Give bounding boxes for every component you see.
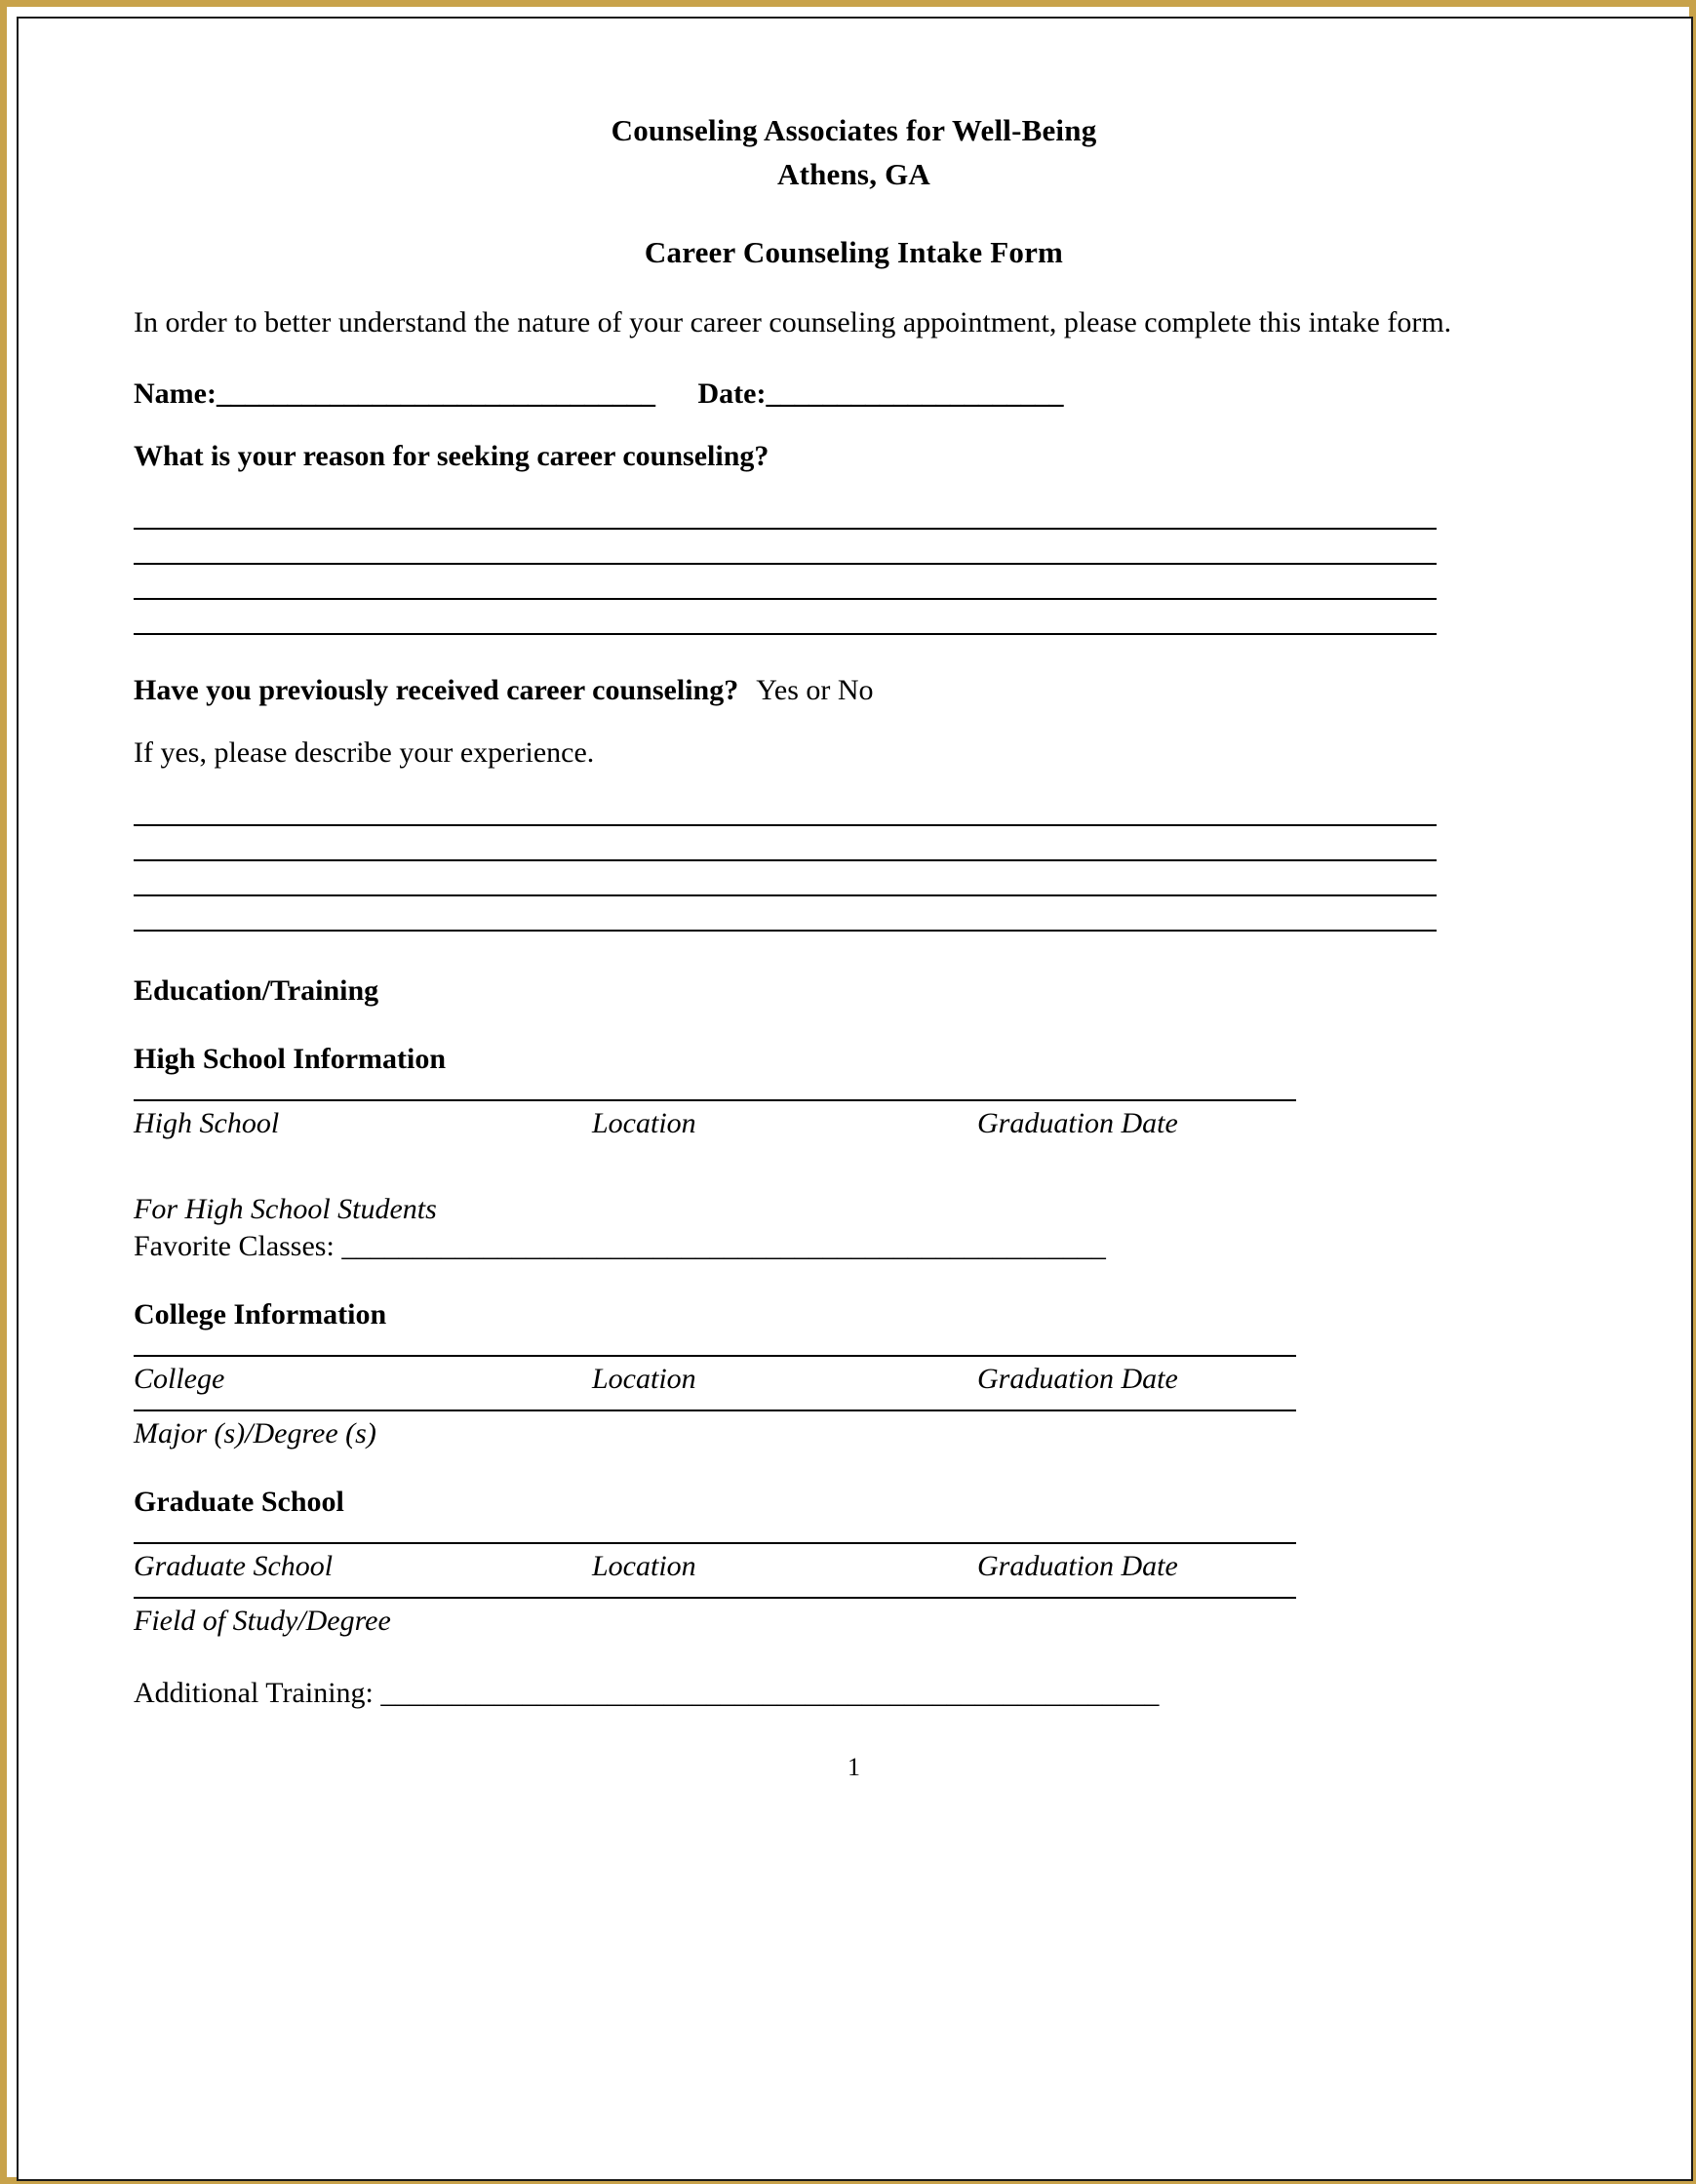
for-high-school-students-label: For High School Students (134, 1193, 437, 1225)
answer-line[interactable] (134, 861, 1437, 896)
subsection-college: College Information (134, 1298, 387, 1330)
column-label-location: Location (592, 1363, 696, 1395)
additional-training-label: Additional Training: (134, 1677, 374, 1709)
answer-line[interactable] (134, 530, 1437, 565)
name-label: Name: (134, 377, 217, 410)
organization-location: Athens, GA (776, 157, 930, 191)
column-label-college: College (134, 1363, 225, 1395)
yes-or-no-option[interactable]: Yes or No (756, 674, 874, 706)
question-reason-label: What is your reason for seeking career counseling? (134, 440, 769, 472)
subsection-high-school: High School Information (134, 1043, 447, 1075)
document-header (134, 108, 1574, 196)
intro-paragraph: In order to better understand the nature of your career counseling appointment, please complete this intake form. (134, 306, 1452, 338)
favorite-classes-input-blank[interactable]: ______________________________________________________ (341, 1230, 1106, 1262)
college-column-labels (134, 1363, 1574, 1410)
column-label-graduation-date: Graduation Date (977, 1107, 1178, 1139)
favorite-classes-label: Favorite Classes: (134, 1230, 335, 1262)
additional-training-input-blank[interactable]: _______________________________________________________ (380, 1677, 1159, 1709)
college-major-input-line[interactable] (134, 1410, 1296, 1411)
answer-line[interactable] (134, 565, 1437, 600)
organization-name: Counseling Associates for Well-Being (611, 113, 1097, 147)
column-label-graduate-school: Graduate School (134, 1550, 334, 1582)
college-entry[interactable] (134, 1355, 1574, 1450)
college-input-line[interactable] (134, 1355, 1296, 1357)
favorite-classes-row (134, 1230, 1574, 1263)
additional-training-row (134, 1677, 1574, 1710)
column-label-location: Location (592, 1550, 696, 1582)
answer-line[interactable] (134, 600, 1437, 635)
column-label-location: Location (592, 1107, 696, 1139)
date-label: Date: (697, 377, 767, 410)
question-previous-counseling (134, 674, 1574, 707)
answer-lines-reason[interactable] (134, 495, 1574, 635)
date-input-blank[interactable]: _____________________ (766, 377, 1063, 410)
page-inner-border (17, 17, 1693, 2181)
column-label-graduation-date: Graduation Date (977, 1363, 1178, 1395)
high-school-column-labels (134, 1107, 1574, 1154)
name-date-row (134, 377, 1574, 411)
answer-line[interactable] (134, 826, 1437, 861)
high-school-entry[interactable] (134, 1099, 1574, 1154)
high-school-input-line[interactable] (134, 1099, 1296, 1101)
answer-line[interactable] (134, 896, 1437, 932)
answer-line[interactable] (134, 791, 1437, 826)
page-number: 1 (848, 1753, 860, 1781)
college-major-label: Major (s)/Degree (s) (134, 1417, 376, 1449)
name-input-blank[interactable]: _______________________________ (216, 377, 655, 410)
subsection-graduate-school: Graduate School (134, 1486, 344, 1518)
column-label-graduation-date: Graduation Date (977, 1550, 1178, 1582)
graduate-field-input-line[interactable] (134, 1597, 1296, 1599)
if-yes-instruction: If yes, please describe your experience. (134, 736, 595, 769)
document-body (19, 19, 1691, 2179)
form-title: Career Counseling Intake Form (644, 235, 1064, 269)
answer-line[interactable] (134, 495, 1437, 530)
graduate-field-label: Field of Study/Degree (134, 1605, 391, 1637)
section-education-training: Education/Training (134, 974, 379, 1007)
graduate-school-column-labels (134, 1550, 1574, 1597)
question-previous-counseling-label: Have you previously received career counseling? (134, 674, 739, 706)
graduate-school-entry[interactable] (134, 1542, 1574, 1638)
column-label-high-school: High School (134, 1107, 280, 1139)
answer-lines-experience[interactable] (134, 791, 1574, 932)
graduate-school-input-line[interactable] (134, 1542, 1296, 1544)
